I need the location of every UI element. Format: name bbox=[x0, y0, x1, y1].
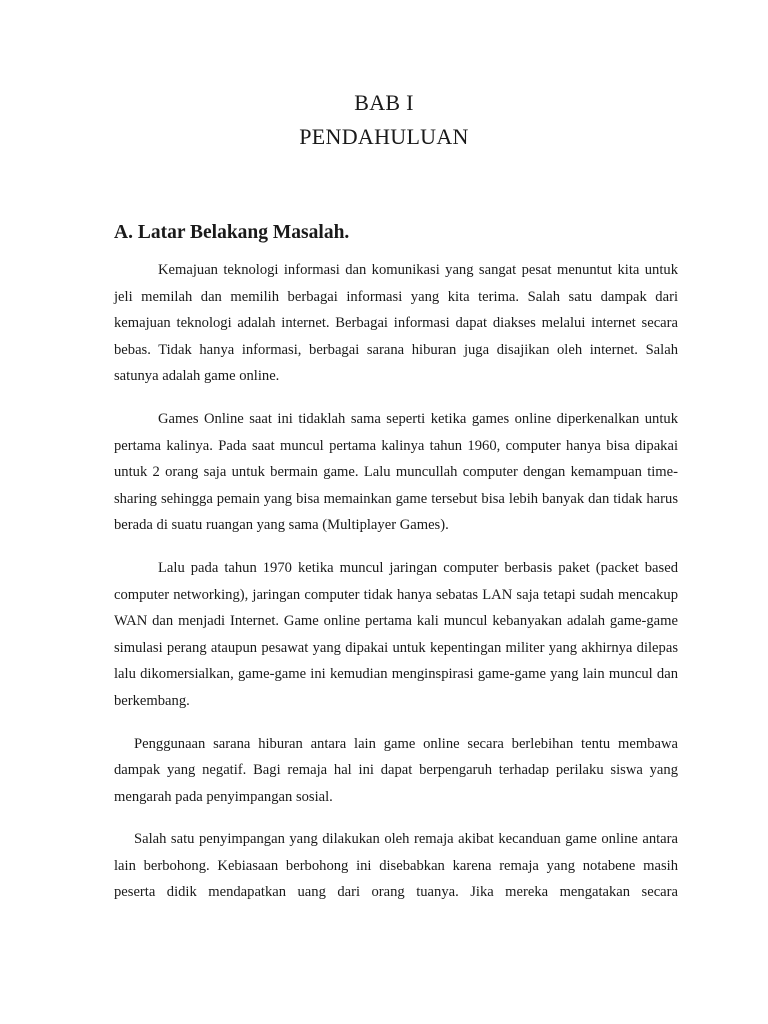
chapter-number: BAB I bbox=[354, 90, 414, 115]
body-text bbox=[114, 257, 678, 922]
paragraph-1: Kemajuan teknologi informasi dan komunikasi yang sangat pesat menuntut kita untuk jeli memilah dan memilih berbagai informasi yang kita terima. Salah satu dampak dari kemajuan teknologi adalah internet. Berbagai informasi dapat diakses melalui internet secara bebas. Tidak hanya informasi, berbagai sarana hiburan juga disajikan oleh internet. Salah satunya adalah game online. bbox=[114, 262, 678, 385]
paragraph-4: Penggunaan sarana hiburan antara lain game online secara berlebihan tentu membawa dampak yang negatif. Bagi remaja hal ini dapat berpengaruh terhadap perilaku siswa yang mengarah pada penyimpangan sosial. bbox=[114, 735, 678, 805]
paragraph-2: Games Online saat ini tidaklah sama seperti ketika games online diperkenalkan untuk pertama kalinya. Pada saat muncul pertama kalinya tahun 1960, computer hanya bisa dipakai untuk 2 orang saja untuk bermain game. Lalu muncullah computer dengan kemampuan time-sharing sehingga pemain yang bisa memainkan game tersebut bisa lebih banyak dan tidak harus berada di suatu ruangan yang sama (Multiplayer Games). bbox=[114, 410, 678, 534]
section-heading: A. Latar Belakang Masalah. bbox=[114, 222, 350, 243]
paragraph-5: Salah satu penyimpangan yang dilakukan oleh remaja akibat kecanduan game online antara lain berbohong. Kebiasaan berbohong ini disebabkan karena remaja yang notabene masih peserta didik mendapatkan uang dari orang tuanya. Jika mereka mengatakan secara bbox=[114, 831, 678, 901]
chapter-title: PENDAHULUAN bbox=[299, 124, 469, 149]
paragraph-3: Lalu pada tahun 1970 ketika muncul jaringan computer berbasis paket (packet based computer networking), jaringan computer tidak hanya sebatas LAN saja tetapi sudah mencakup WAN dan menjadi Internet. Game online pertama kali muncul kebanyakan adalah game-game simulasi perang ataupun pesawat yang dipakai untuk kepentingan militer yang akhirnya dilepas lalu dikomersialkan, game-game ini kemudian menginspirasi game-game yang lain muncul dan berkembang. bbox=[114, 559, 678, 709]
